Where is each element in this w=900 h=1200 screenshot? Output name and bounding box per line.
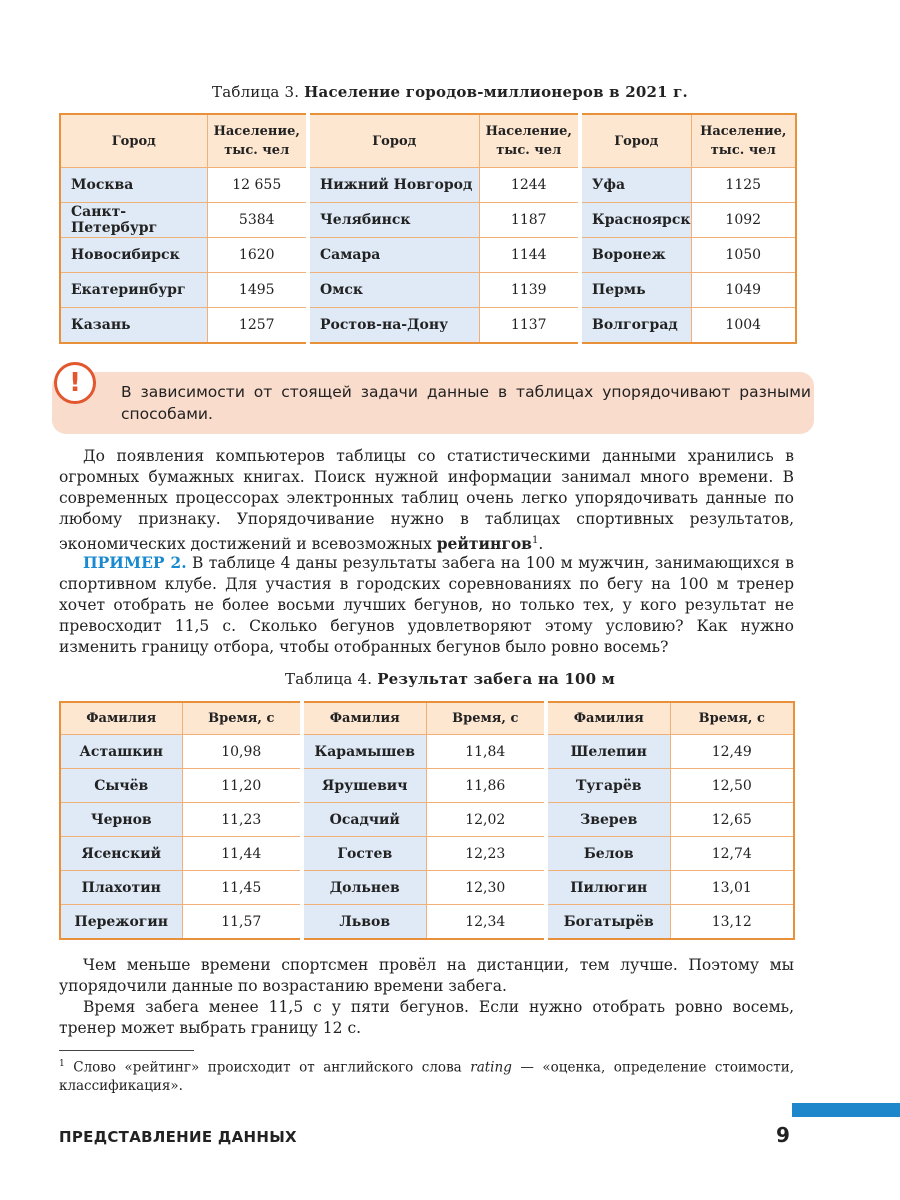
column-header-city: Город [580,114,691,168]
column-header-city: Город [308,114,479,168]
table-row [60,735,794,769]
city-cell: Нижний Новгород [308,168,479,203]
footnote-term: rating [470,1059,512,1076]
city-cell: Самара [308,238,479,273]
table4-race-results [59,701,795,940]
time-cell: 12,49 [670,735,794,769]
surname-cell: Дольнев [302,871,426,905]
time-cell: 12,02 [426,803,546,837]
population-cell: 1139 [479,273,580,308]
time-cell: 13,01 [670,871,794,905]
time-cell: 11,86 [426,769,546,803]
surname-cell: Тугарёв [546,769,670,803]
city-cell: Санкт-Петербург [60,203,207,238]
population-cell: 1004 [691,308,796,344]
time-cell: 11,84 [426,735,546,769]
population-cell: 5384 [207,203,308,238]
city-cell: Пермь [580,273,691,308]
surname-cell: Шелепин [546,735,670,769]
time-cell: 12,34 [426,905,546,940]
city-cell: Ростов-на-Дону [308,308,479,344]
table3-caption [0,83,900,101]
time-cell: 11,44 [182,837,302,871]
footnote-divider [59,1050,194,1051]
time-cell: 13,12 [670,905,794,940]
surname-cell: Львов [302,905,426,940]
city-cell: Уфа [580,168,691,203]
population-cell: 1137 [479,308,580,344]
population-cell: 1495 [207,273,308,308]
column-header-population: Население, тыс. чел [207,114,308,168]
column-header-time: Время, с [182,702,302,735]
population-cell: 1244 [479,168,580,203]
population-cell: 1144 [479,238,580,273]
table4-caption [0,670,900,688]
column-header-population: Население, тыс. чел [691,114,796,168]
time-cell: 11,57 [182,905,302,940]
warning-text: В зависимости от стоящей задачи данные в таблицах упорядочивают разными способами. [121,383,811,423]
table-row [60,837,794,871]
city-cell: Волгоград [580,308,691,344]
table-header-row [60,114,796,168]
column-header-time: Время, с [670,702,794,735]
population-cell: 1092 [691,203,796,238]
surname-cell: Ярушевич [302,769,426,803]
time-cell: 12,23 [426,837,546,871]
table-row [60,803,794,837]
time-cell: 11,23 [182,803,302,837]
section-title: ПРЕДСТАВЛЕНИЕ ДАННЫХ [59,1128,297,1146]
paragraph-intro: До появления компьютеров таблицы со статистическими данными хранились в огромных бумажных книгах. Поиск нужной информации занимал много времени. В современных процессорах электронных таблиц очень легко упорядочивать данные по любому признаку. Упорядочивание нужно в таблицах спортивных результатов, экономических достижений и всевозможных рейтингов$^1$. [59,447,794,554]
population-cell: 1049 [691,273,796,308]
surname-cell: Асташкин [60,735,182,769]
population-cell: 1187 [479,203,580,238]
surname-cell: Пилюгин [546,871,670,905]
city-cell: Казань [60,308,207,344]
city-cell: Омск [308,273,479,308]
footnote-mark: 1 [531,535,539,546]
surname-cell: Чернов [60,803,182,837]
column-header-surname: Фамилия [546,702,670,735]
example-label: ПРИМЕР 2. [83,553,187,572]
column-header-population: Население, тыс. чел [479,114,580,168]
footer-accent-bar [792,1103,900,1117]
city-cell: Воронеж [580,238,691,273]
column-header-time: Время, с [426,702,546,735]
column-header-city: Город [60,114,207,168]
paragraph-sorting: Чем меньше времени спортсмен провёл на дистанции, тем лучше. Поэтому мы упорядочили данные по возрастанию времени забега. [59,956,794,995]
population-cell: 1050 [691,238,796,273]
table-header-row [60,702,794,735]
table3-population [59,113,797,344]
surname-cell: Карамышев [302,735,426,769]
table4-caption-prefix: Таблица 4. [285,670,373,688]
population-cell: 12 655 [207,168,308,203]
city-cell: Челябинск [308,203,479,238]
surname-cell: Осадчий [302,803,426,837]
time-cell: 12,50 [670,769,794,803]
column-header-surname: Фамилия [302,702,426,735]
table-row [60,203,796,238]
table3-caption-title: Население городов-миллионеров в 2021 г. [304,83,688,101]
surname-cell: Богатырёв [546,905,670,940]
table4-caption-title: Результат забега на 100 м [377,670,615,688]
time-cell: 12,74 [670,837,794,871]
surname-cell: Плахотин [60,871,182,905]
table-row [60,273,796,308]
surname-cell: Гостев [302,837,426,871]
table-row [60,168,796,203]
table-row [60,769,794,803]
page-number: 9 [776,1123,790,1147]
population-cell: 1125 [691,168,796,203]
table-row [60,308,796,344]
footnote: $^1$ Слово «рейтинг» происходит от английского слова rating — «оценка, определение стоимости, классификация». [59,1059,794,1094]
table3-caption-prefix: Таблица 3. [212,83,300,101]
table-row [60,238,796,273]
table-row [60,871,794,905]
column-header-surname: Фамилия [60,702,182,735]
city-cell: Новосибирск [60,238,207,273]
paragraph-threshold: Время забега менее 11,5 с у пяти бегунов. Если нужно отобрать ровно восемь, тренер может выбрать границу 12 с. [59,998,794,1037]
rating-term: рейтингов [436,534,532,554]
city-cell: Екатеринбург [60,273,207,308]
surname-cell: Пережогин [60,905,182,940]
time-cell: 10,98 [182,735,302,769]
time-cell: 11,20 [182,769,302,803]
surname-cell: Сычёв [60,769,182,803]
population-cell: 1257 [207,308,308,344]
surname-cell: Зверев [546,803,670,837]
population-cell: 1620 [207,238,308,273]
time-cell: 12,65 [670,803,794,837]
paragraph-example: ПРИМЕР 2. В таблице 4 даны результаты забега на 100 м мужчин, занимающихся в спортивном клубе. Для участия в городских соревнованиях по бегу на 100 м тренер хочет отобрать не более восьми лучших бегунов, но только тех, у кого результат не превосходит 11,5 с. Сколько бегунов удовлетворяют этому условию? Как нужно изменить границу отбора, чтобы отобранных бегунов было ровно восемь? [59,553,794,656]
time-cell: 11,45 [182,871,302,905]
time-cell: 12,30 [426,871,546,905]
table-row [60,905,794,940]
city-cell: Красноярск [580,203,691,238]
city-cell: Москва [60,168,207,203]
surname-cell: Белов [546,837,670,871]
exclamation-icon: ! [54,362,96,404]
surname-cell: Ясенский [60,837,182,871]
